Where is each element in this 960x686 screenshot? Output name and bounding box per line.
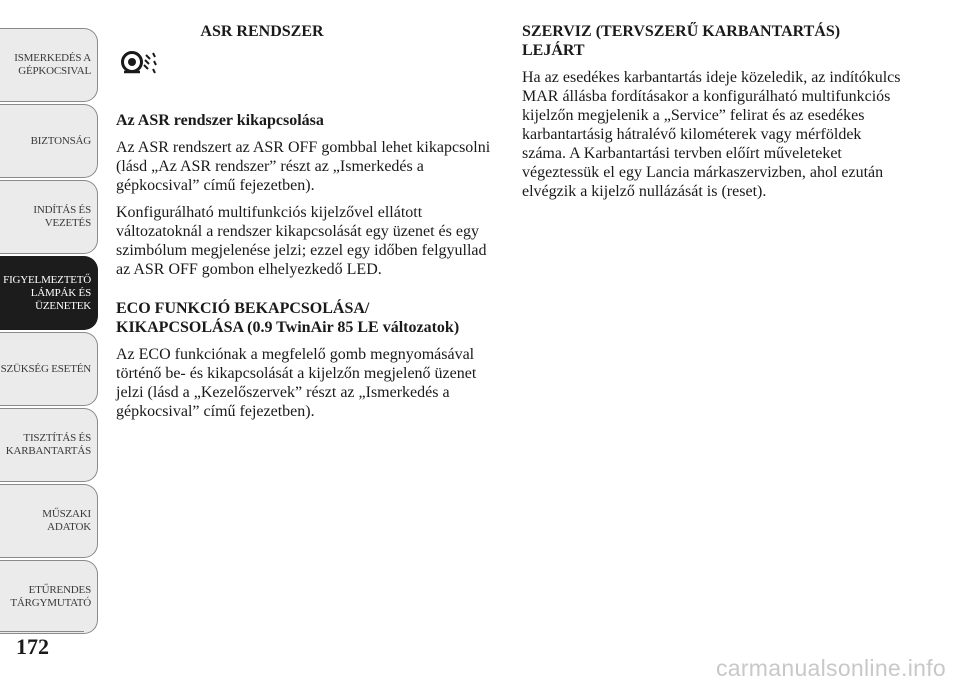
watermark: carmanualsonline.info bbox=[715, 655, 946, 681]
asr-section-title: ASR RENDSZER bbox=[200, 23, 324, 40]
left-column bbox=[116, 22, 496, 429]
service-paragraph: Ha az esedékes karbantartás ideje közeledik, az indítókulcs MAR állásba fordításakor a konfigurálható multifunkciós kijelzőn megjelenik a „Service” felirat és az esedékes karbantartásig hátralévő kilométerek vagy mérföldek száma. A Karbantartási tervben előírt műveleteket végeztessük el egy Lancia márkaszervizben, ahol ezután elvégzik a kijelző nullázását is (reset). bbox=[522, 69, 901, 200]
tab-label: FIGYELMEZTETŐ LÁMPÁK ÉS ÜZENETEK bbox=[3, 273, 91, 312]
tab-label: ETŰRENDES TÁRGYMUTATÓ bbox=[10, 584, 91, 609]
right-column bbox=[522, 22, 902, 209]
divider bbox=[0, 631, 84, 632]
tab-label: TISZTÍTÁS ÉS KARBANTARTÁS bbox=[5, 432, 91, 457]
service-section-title: SZERVIZ (TERVSZERŰ KARBANTARTÁS) LEJÁRT bbox=[522, 23, 841, 59]
asr-paragraph-2: Konfigurálható multifunkciós kijelzővel ellátott változatoknál a rendszer kikapcsolását egy üzenet és egy szimbólum megjelenése jelzi; ezzel egy időben felgyullad az ASR OFF gombon elhelyezkedő LED. bbox=[116, 204, 487, 278]
tab-label: BIZTONSÁG bbox=[30, 134, 91, 147]
tab-szukseg[interactable] bbox=[0, 332, 98, 406]
page-number: 172 bbox=[16, 634, 49, 659]
tab-inditas[interactable] bbox=[0, 180, 98, 254]
tab-label: MŰSZAKI ADATOK bbox=[42, 508, 91, 533]
asr-subheading: Az ASR rendszer kikapcsolása bbox=[116, 112, 324, 129]
asr-traction-icon bbox=[119, 47, 163, 77]
tab-label: ISMERKEDÉS A GÉPKOCSIVAL bbox=[14, 52, 91, 77]
tab-label: SZÜKSÉG ESETÉN bbox=[0, 362, 91, 375]
eco-section-title: ECO FUNKCIÓ BEKAPCSOLÁSA/ KIKAPCSOLÁSA (0.9 TwinAir 85 LE változatok) bbox=[116, 300, 460, 336]
tab-ismerkedes[interactable] bbox=[0, 28, 98, 102]
tab-figyelmezteto[interactable] bbox=[0, 256, 98, 330]
tab-label: INDÍTÁS ÉS VEZETÉS bbox=[33, 204, 91, 229]
tab-muszaki[interactable] bbox=[0, 484, 98, 558]
tab-biztonsag[interactable] bbox=[0, 104, 98, 178]
tab-targymutato[interactable] bbox=[0, 560, 98, 634]
eco-paragraph: Az ECO funkciónak a megfelelő gomb megnyomásával történő be- és kikapcsolását a kijelzőn megjelenő üzenet jelzi (lásd a „Kezelőszervek” részt az „Ismerkedés a gépkocsival” című fejezetben). bbox=[116, 346, 477, 420]
tab-tisztitas[interactable] bbox=[0, 408, 98, 482]
asr-paragraph-1: Az ASR rendszert az ASR OFF gombbal lehet kikapcsolni (lásd „Az ASR rendszer” részt az „Ismerkedés a gépkocsival” című fejezetben). bbox=[116, 139, 491, 194]
